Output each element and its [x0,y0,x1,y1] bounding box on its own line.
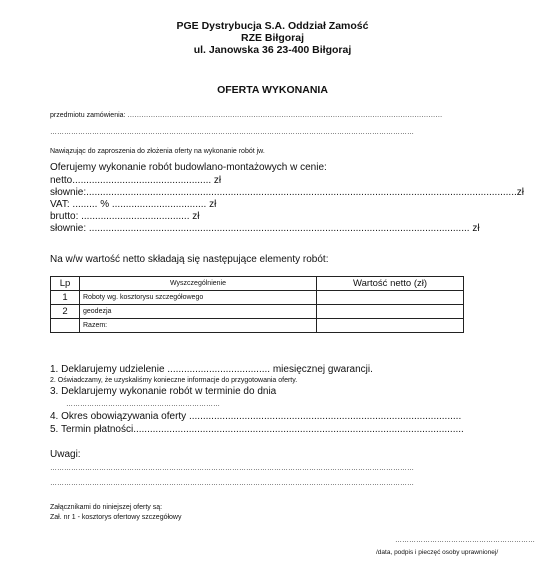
table-row [51,305,464,319]
table-header-row [51,277,464,291]
header-company: PGE Dystrybucja S.A. Oddział Zamość [176,20,369,32]
price-words-1: słownie:...........................................................................................................................................................zł [50,187,524,198]
remarks-line-1: ………………………………………………………………………………………………………………………………………… [50,465,414,472]
declaration-validity: 4. Okres obowiązywania oferty .................................................................................................. [50,411,462,422]
row-lp [51,319,80,333]
row-value [317,319,464,333]
table-row [51,291,464,305]
price-brutto: brutto: ....................................... zł [50,211,200,222]
price-netto: netto.................................................. zł [50,175,222,186]
price-vat: VAT: ......... % .................................. zł [50,199,217,210]
row-lp: 1 [51,291,80,305]
row-description: Roboty wg. kosztorysu szczegółowego [80,291,317,305]
attachment-item: Zał. nr 1 - kosztorys ofertowy szczegółowy [50,514,182,521]
price-words-2: słownie: ......................................................................................................................................... zł [50,223,480,234]
signature-dots: …………………………………………………… [395,537,535,544]
attachments-intro: Załącznikami do niniejszej oferty są: [50,504,163,511]
row-value [317,305,464,319]
row-lp: 2 [51,305,80,319]
row-description: Razem: [80,319,317,333]
header-address: ul. Janowska 36 23-400 Biłgoraj [193,44,352,56]
subject-continuation: ………………………………………………………………………………………………………………………………………… [50,129,414,136]
header-description: Wyszczególnienie [80,277,317,291]
header-net-value: Wartość netto (zł) [317,277,464,291]
invitation-text: Nawiązując do zaproszenia do złożenia oferty na wykonanie robót jw. [50,148,265,155]
signature-caption: /data, podpis i pieczęć osoby uprawnionej/ [376,549,499,556]
elements-intro: Na w/w wartość netto składają się następujące elementy robót: [50,254,329,265]
header-branch: RZE Biłgoraj [240,32,304,44]
remarks-line-2: ………………………………………………………………………………………………………………………………………… [50,480,414,487]
table-row [51,319,464,333]
header-lp: Lp [51,277,80,291]
declaration-deadline: 3. Deklarujemy wykonanie robót w terminie do dnia [50,386,277,397]
works-table [50,276,464,333]
offer-intro: Oferujemy wykonanie robót budowlano-montażowych w cenie: [50,162,327,173]
deadline-dots: ………………………………………………………… [66,401,220,408]
declaration-guarantee: 1. Deklarujemy udzielenie ..................................... miesięcznej gwarancji. [50,364,373,375]
remarks-label: Uwagi: [50,449,81,460]
document-title: OFERTA WYKONANIA [217,84,328,96]
declaration-payment: 5. Termin płatności....................................................................................................................... [50,424,464,435]
row-value [317,291,464,305]
row-description: geodezja [80,305,317,319]
subject-line: przedmiotu zamówienia: ……………………………………………………………………………………………………………………… [50,112,443,119]
declaration-info: 2. Oświadczamy, że uzyskaliśmy konieczne informacje do przygotowania oferty. [50,377,298,384]
